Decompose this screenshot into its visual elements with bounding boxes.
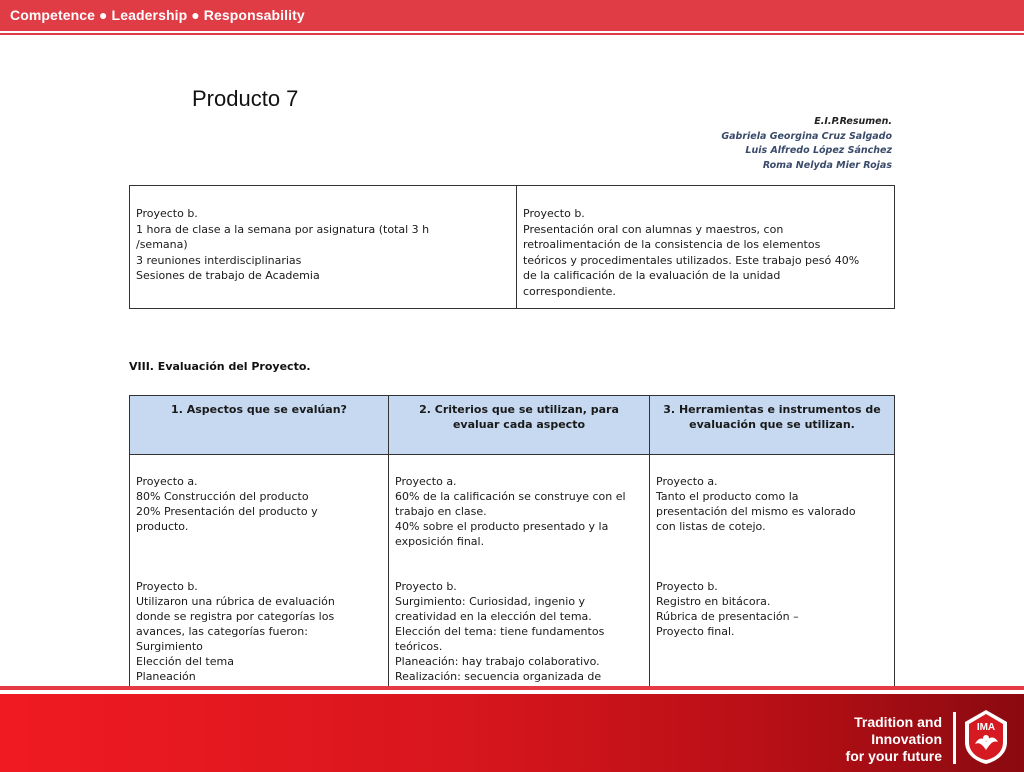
footer-banner — [0, 690, 1024, 772]
authors-block — [721, 115, 892, 173]
top-banner — [0, 0, 1024, 33]
logo-divider — [953, 712, 956, 764]
motto-text: Competence ● Leadership ● Responsability — [10, 7, 305, 23]
section-heading: VIII. Evaluación del Proyecto. — [129, 360, 311, 373]
author-name: Gabriela Georgina Cruz Salgado — [721, 130, 892, 142]
author-name: Roma Nelyda Mier Rojas — [762, 159, 892, 171]
document-label: E.I.P.Resumen. — [814, 116, 892, 127]
author-name: Luis Alfredo López Sánchez — [745, 145, 892, 156]
summary-cell-right: Proyecto b. Presentación oral con alumnas y maestros, con retroalimentación de la consistencia de los elementos teóricos y procedimentales utilizados. Este trabajo pesó 40% de la calificación de la evaluación de la unidad correspondiente. — [517, 186, 895, 309]
summary-table — [129, 185, 895, 309]
logo-text: IMA — [976, 722, 996, 733]
column-header-aspects: 1. Aspectos que se evalúan? — [130, 396, 389, 455]
proyecto-a-text: Proyecto a. Tanto el producto como la presentación del mismo es valorado con listas de cotejo. — [656, 475, 856, 533]
slide-title: Producto 7 — [192, 86, 299, 111]
proyecto-a-text: Proyecto a. 80% Construcción del producto 20% Presentación del producto y producto. — [136, 475, 318, 533]
shield-logo-icon — [963, 708, 1009, 766]
summary-cell-left: Proyecto b. 1 hora de clase a la semana por asignatura (total 3 h /semana) 3 reuniones interdisciplinarias Sesiones de trabajo de Academia — [130, 186, 517, 309]
column-header-tools: 3. Herramientas e instrumentos de evaluación que se utilizan. — [650, 396, 895, 455]
proyecto-b-text: Proyecto b. Utilizaron una rúbrica de evaluación donde se registra por categorías los avances, las categorías fueron: Surgimiento Elección del tema Planeación — [136, 580, 335, 683]
tagline-text: Tradition and Innovation for your future — [845, 714, 942, 764]
evaluation-table — [129, 395, 895, 734]
proyecto-a-text: Proyecto a. 60% de la calificación se construye con el trabajo en clase. 40% sobre el producto presentado y la exposición final. — [395, 475, 626, 548]
proyecto-b-text: Proyecto b. Registro en bitácora. Rúbrica de presentación – Proyecto final. — [656, 580, 799, 638]
column-header-criteria: 2. Criterios que se utilizan, para evaluar cada aspecto — [389, 396, 650, 455]
proyecto-b-text: Proyecto b. Surgimiento: Curiosidad, ingenio y creatividad en la elección del tema. Elección del tema: tiene fundamentos teóricos. Planeación: hay trabajo colaborativo. Realización: secuencia organizada de — [395, 580, 605, 683]
